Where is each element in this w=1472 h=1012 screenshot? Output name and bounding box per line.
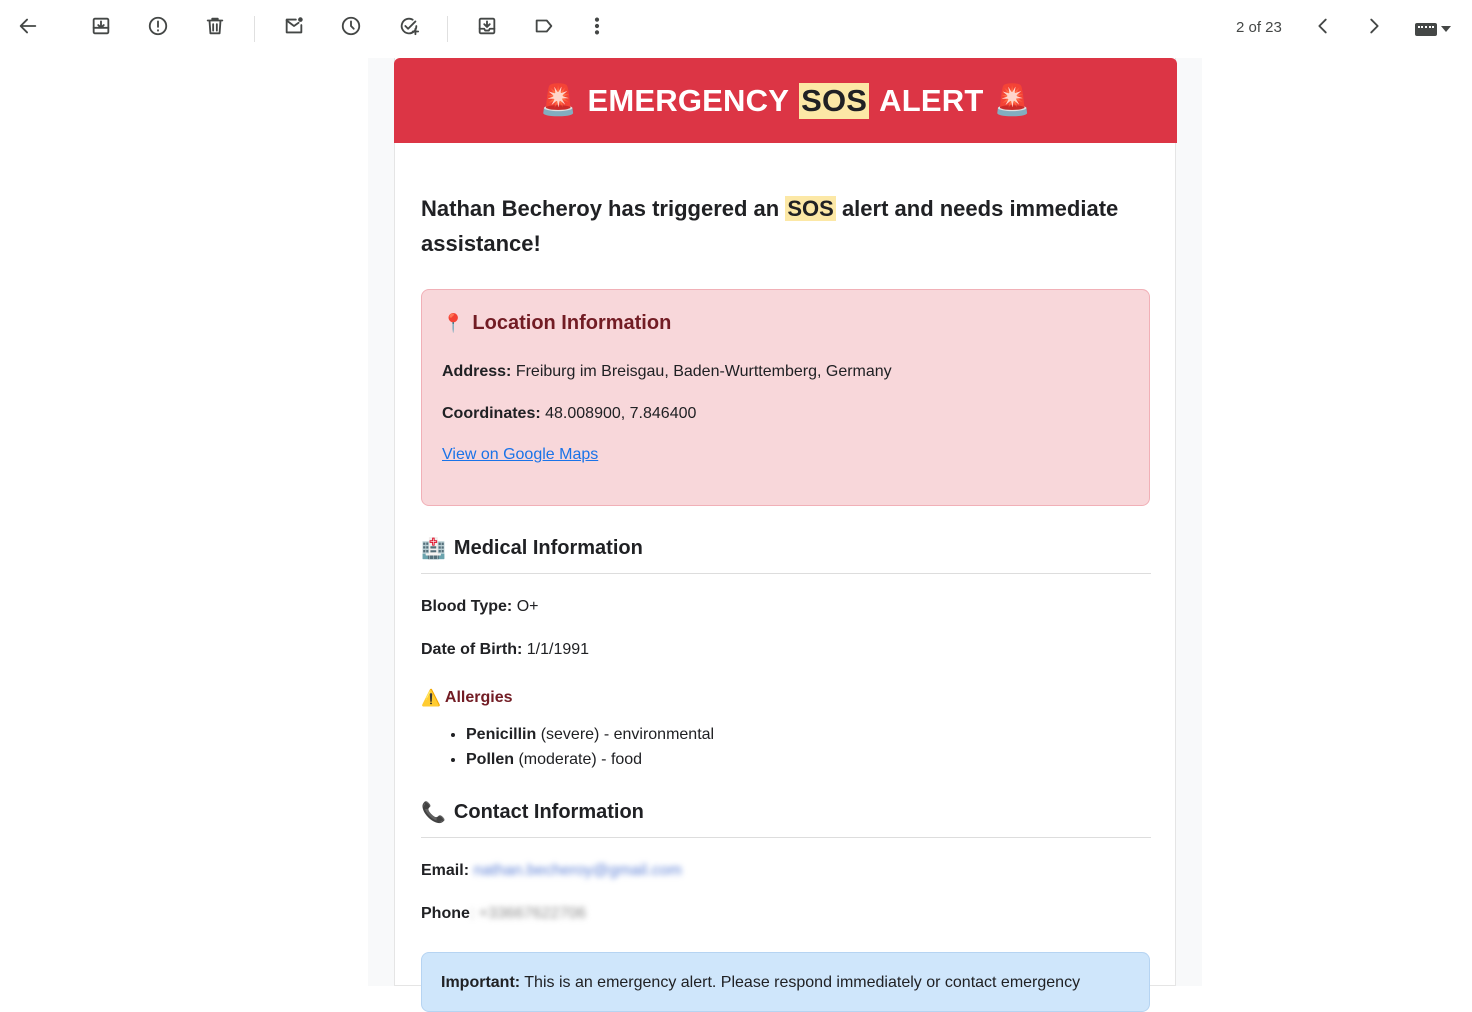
list-item: [466, 747, 714, 772]
address-row: [442, 363, 892, 381]
siren-icon: 🚨: [539, 83, 578, 117]
dob-row: [421, 641, 589, 659]
report-spam-button[interactable]: [140, 10, 176, 46]
location-title: [442, 312, 671, 335]
important-text: [441, 974, 1080, 992]
important-notice: [421, 952, 1150, 1012]
emergency-banner: [394, 58, 1177, 143]
contact-section-title: [421, 800, 644, 825]
chevron-right-icon: [1363, 15, 1385, 42]
email-label: Email:: [421, 862, 470, 879]
pager-count: 2 of 23: [1236, 19, 1282, 36]
caret-down-icon: [1441, 26, 1451, 32]
phone-icon: 📞: [421, 802, 446, 824]
email-value[interactable]: nathan.becheroy@gmail.com: [473, 862, 682, 879]
banner-word: ALERT: [879, 82, 984, 118]
google-maps-link[interactable]: View on Google Maps: [442, 446, 599, 463]
add-task-button[interactable]: [391, 10, 427, 46]
more-button[interactable]: [579, 10, 615, 46]
contact-title-text: Contact Information: [453, 801, 644, 823]
more-vert-icon: [586, 15, 608, 42]
banner-highlight: SOS: [801, 82, 868, 118]
coordinates-value: 48.008900, 7.846400: [545, 405, 697, 422]
allergies-title: [421, 688, 513, 708]
input-tools-button[interactable]: [1410, 14, 1456, 44]
hospital-icon: 🏥: [421, 538, 446, 560]
snooze-icon: [340, 15, 362, 42]
newer-button[interactable]: [1356, 10, 1392, 46]
headline-text: alert and needs immediate assistance!: [421, 196, 1119, 256]
blood-type-value: O+: [516, 598, 539, 615]
headline-text: Nathan Becheroy has triggered an: [421, 196, 780, 221]
move-to-icon: [476, 15, 498, 42]
dob-label: Date of Birth:: [421, 641, 523, 658]
report-spam-icon: [147, 15, 169, 42]
keyboard-icon: [1415, 23, 1437, 36]
allergy-detail: (severe) - environmental: [540, 726, 715, 743]
location-box: [421, 289, 1150, 506]
banner-title: [540, 83, 1031, 119]
mark-unread-button[interactable]: [276, 10, 312, 46]
medical-title-text: Medical Information: [453, 537, 643, 559]
location-title-text: Location Information: [472, 312, 672, 334]
trash-icon: [204, 15, 226, 42]
archive-button[interactable]: [83, 10, 119, 46]
delete-button[interactable]: [197, 10, 233, 46]
warning-icon: ⚠️: [421, 690, 441, 707]
allergies-list: [446, 722, 714, 772]
banner-word: EMERGENCY: [587, 82, 790, 118]
move-to-button[interactable]: [469, 10, 505, 46]
section-divider: [421, 837, 1151, 838]
toolbar-divider: [447, 16, 448, 42]
older-button[interactable]: [1305, 10, 1341, 46]
phone-row: [421, 905, 586, 923]
allergy-name: Pollen: [466, 751, 515, 768]
email-row: [421, 862, 682, 880]
toolbar-divider: [254, 16, 255, 42]
medical-section-title: [421, 536, 643, 561]
dob-value: 1/1/1991: [526, 641, 590, 658]
phone-label: Phone: [421, 905, 470, 922]
important-message: This is an emergency alert. Please respond immediately or contact emergency: [524, 974, 1081, 991]
address-label: Address:: [442, 363, 512, 380]
snooze-button[interactable]: [333, 10, 369, 46]
allergy-detail: (moderate) - food: [518, 751, 643, 768]
pin-icon: 📍: [442, 313, 465, 333]
address-value: Freiburg im Breisgau, Baden-Wurttemberg, Germany: [515, 363, 892, 380]
blood-type-label: Blood Type:: [421, 598, 513, 615]
back-button[interactable]: [10, 10, 46, 46]
list-item: [466, 722, 714, 747]
blood-type-row: [421, 598, 539, 616]
chevron-left-icon: [1312, 15, 1334, 42]
labels-button[interactable]: [526, 10, 562, 46]
message-toolbar: [0, 0, 1472, 56]
add-task-icon: [398, 15, 420, 42]
siren-icon: 🚨: [993, 83, 1032, 117]
alert-headline: [421, 191, 1121, 261]
important-label: Important:: [441, 974, 521, 991]
allergies-title-text: Allergies: [444, 689, 513, 706]
mark-unread-icon: [283, 15, 305, 42]
phone-value: : +33667622706: [469, 905, 587, 922]
coordinates-row: [442, 405, 696, 423]
archive-icon: [90, 15, 112, 42]
coordinates-label: Coordinates:: [442, 405, 541, 422]
allergy-name: Penicillin: [466, 726, 537, 743]
label-icon: [533, 15, 555, 42]
back-icon: [17, 15, 39, 42]
headline-highlight: SOS: [787, 196, 834, 221]
section-divider: [421, 573, 1151, 574]
